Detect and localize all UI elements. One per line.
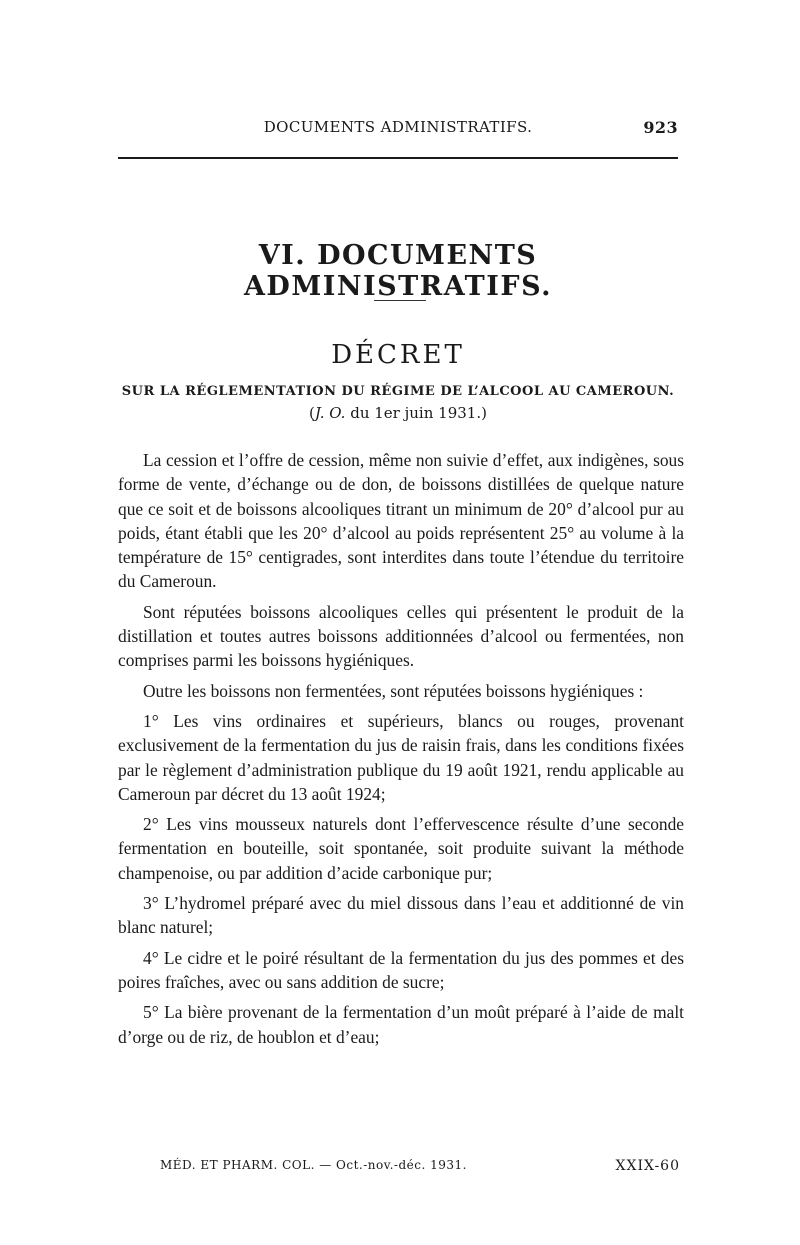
page-footer bbox=[160, 1158, 680, 1180]
decree-title: DÉCRET bbox=[331, 340, 465, 370]
footer-signature: XXIX-60 bbox=[615, 1158, 680, 1174]
list-item-mead: 3° L’hydromel préparé avec du miel dissous dans l’eau et additionné de vin blanc naturel; bbox=[118, 893, 684, 938]
header-divider bbox=[118, 157, 678, 159]
paragraph-definition: Sont réputées boissons alcooliques celles qui présentent le produit de la distillation et toutes autres boissons additionnées d’alcool ou fermentées, non comprises parmi les boissons hygiéniques. bbox=[118, 601, 684, 671]
running-head-title: DOCUMENTS ADMINISTRATIFS. bbox=[263, 118, 533, 136]
footer-journal: MÉD. ET PHARM. COL. — Oct.-nov.-déc. 1931. bbox=[160, 1158, 467, 1172]
running-head bbox=[118, 118, 678, 142]
page-number: 923 bbox=[643, 118, 678, 137]
decree-source-date: du 1er juin 1931. bbox=[350, 404, 482, 422]
paragraph-hygienic-intro: Outre les boissons non fermentées, sont réputées boissons hygiéniques : bbox=[143, 680, 644, 701]
list-item-cider: 4° Le cidre et le poiré résultant de la fermentation du jus des pommes et des poires fraîches, avec ou sans addition de sucre; bbox=[118, 947, 684, 992]
list-item-beer: 5° La bière provenant de la fermentation d’un moût préparé à l’aide de malt d’orge ou de riz, de houblon et d’eau; bbox=[118, 1002, 684, 1047]
list-item-sparkling-wines: 2° Les vins mousseux naturels dont l’effervescence résulte d’une seconde fermentation en bouteille, soit spontanée, soit produite suivant la méthode champenoise, ou par addition d’acide carbonique pur; bbox=[118, 814, 684, 883]
decree-subtitle: SUR LA RÉGLEMENTATION DU RÉGIME DE L’ALCOOL AU CAMEROUN. bbox=[121, 384, 675, 399]
section-divider bbox=[374, 300, 426, 301]
list-item-wines: 1° Les vins ordinaires et supérieurs, blancs ou rouges, provenant exclusivement de la fermentation du jus de raisin frais, dans les conditions fixées par le règlement d’administration publique du 19 août 1921, rendu applicable au Cameroun par décret du 13 août 1924; bbox=[118, 710, 684, 804]
decree-source: (J. O. du 1er juin 1931.) bbox=[309, 404, 487, 422]
section-title: VI. DOCUMENTS ADMINISTRATIFS. bbox=[243, 240, 553, 302]
decree-source-journal: J. O. bbox=[314, 404, 346, 422]
body-text bbox=[118, 448, 684, 1049]
paragraph-cession: La cession et l’offre de cession, même non suivie d’effet, aux indigènes, sous forme de vente, d’échange ou de don, de boissons distillées de quelque nature que ce soit et de boissons alcooliques titrant un minimum de 20° d’alcool pur au poids, étant établi que les 20° d’alcool au poids représentent 25° au volume à la température de 15° centigrades, sont interdites dans toute l’étendue du territoire du Cameroun. bbox=[118, 450, 684, 592]
